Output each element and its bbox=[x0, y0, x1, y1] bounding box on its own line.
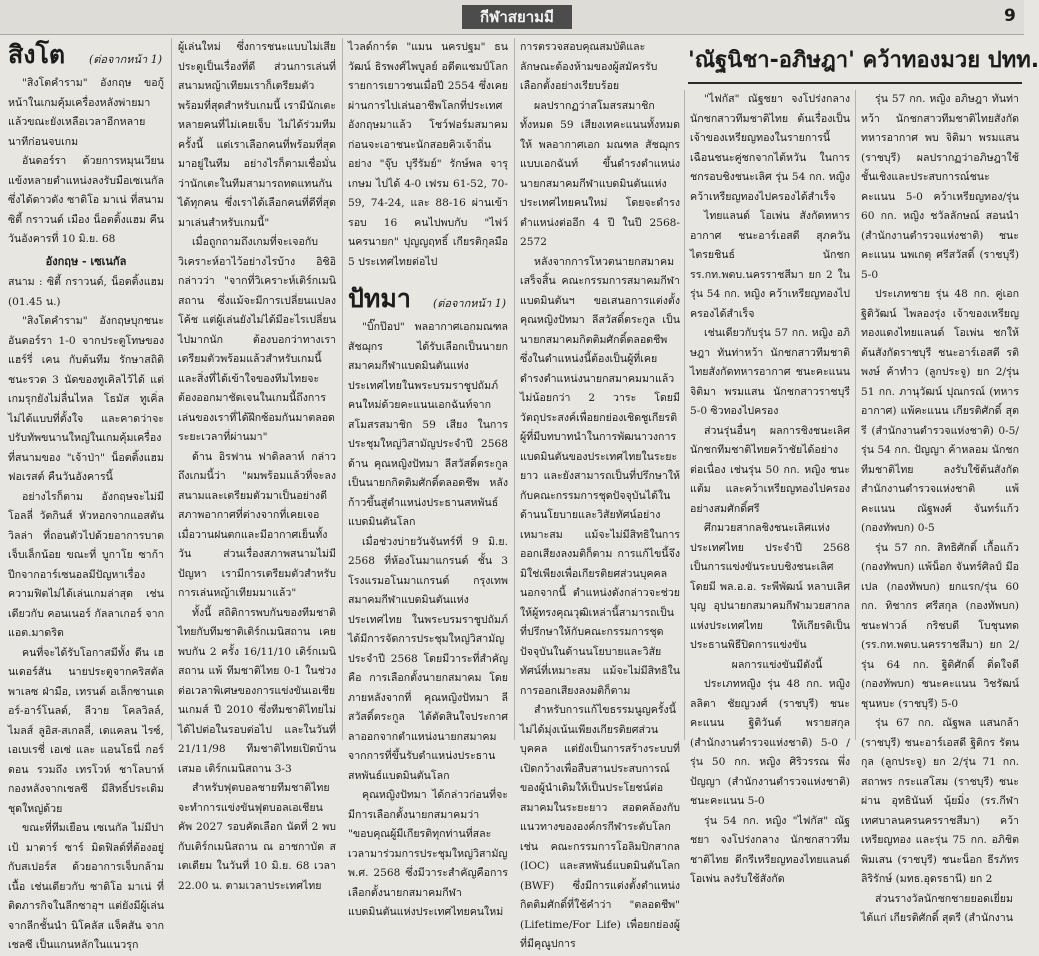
paragraph: ศึกมวยสากลชิงชนะเลิศแห่งประเทศไทย ประจำปี 2568 เป็นการแข่งขันระบบชิงชนะเลิศ โดยมี พล.อ.อ. ระพีพัฒน์ หลาบเลิศบุญ อุปนายกสมาคมกีฬามวยสากลแห่งประเทศไทย ให้เกียรติเป็นประธานพิธีปิดการแข่งขัน bbox=[690, 522, 850, 651]
paragraph: ทั้งนี้ สถิติการพบกันของทีมชาติไทยกับทีมชาติเติร์กเมนิสถาน เคยพบกัน 2 ครั้ง 16/11/10 เติร์กเมนิสถาน แพ้ ทีมชาติไทย 0-1 ในช่วงต่อเวลาพิเศษของการแข่งขันเอเชียนเกมส์ ปี 2010 ซึ่งทีมชาติไทยไม่ได้ไปต่อในรอบต่อไป และในวันที่ 21/11/98 ทีมชาติไทยเปิดบ้านเสมอ เติร์กเมนิสถาน 3-3 bbox=[178, 606, 336, 775]
paragraph: สำหรับฟุตบอลชายทีมชาติไทยจะทำการแข่งขันฟุตบอลเอเชียน คัพ 2027 รอบคัดเลือก นัดที่ 2 พบกับเติร์กเมนิสถาน ณ อาชกาบัต สเตเดียม ในวันที่ 10 มิ.ย. 68 เวลา 22.00 น. ตามเวลาประเทศไทย bbox=[178, 782, 336, 892]
paragraph: ไทยแลนด์ โอเพ่น สังกัดทหารอากาศ ชนะอาร์เอสดี สุภควัน ไตรยชินธ์ นักชก รร.กท.พตบ.นครราชสีมา ยก 2 ในรุ่น 54 กก. หญิง คว้าเหรียญทองไปครองได้สำเร็จ bbox=[690, 210, 850, 320]
column-6 bbox=[861, 90, 1019, 924]
paragraph: หลังจากการโหวตนายกสมาคมเสร็จสิ้น คณะกรรมการสมาคมกีฬาแบดมินตันฯ ขอเสนอการแต่งตั้ง คุณหญิงปัทมา ลีสวัสดิ์ตระกูล เป็นนายกสมาคมกิตติมศักดิ์ตลอดชีพ ซึ่งในตำแหน่งนี้ต้องเป็นผู้ที่เคยดำรงตำแหน่งนายกสมาคมมาแล้วไม่น้อยกว่า 2 วาระ โดยมีวัตถุประสงค์เพื่อยกย่องเชิดชูเกียรติผู้ที่มีบทบาทนำในการพัฒนาวงการแบดมินตันของประเทศไทยในระยะยาว และยังสามารถเป็นที่ปรึกษาให้กับคณะกรรมการชุดปัจจุบันได้ในด้านนโยบายและวิสัยทัศน์อย่างเหมาะสม แม้จะไม่มีสิทธิในการออกเสียงลงมติก็ตาม การแก้ไขนี้จึงมิใช่เพียงเพื่อเกียรติยศส่วนบุคคล นอกจากนี้ ตำแหน่งดังกล่าวจะช่วยให้ผู้ทรงคุณวุฒิเหล่านี้สามารถเป็นที่ปรึกษาให้กับคณะกรรมการชุดปัจจุบันในด้านนโยบายและวิสัยทัศน์ที่เหมาะสม แม้จะไม่มีสิทธิในการออกเสียงลงมติก็ตาม bbox=[520, 255, 680, 697]
paragraph: รุ่น 67 กก. ณัฐพล แสนกล้า (ราชบุรี) ชนะอาร์เอสดี ฐิติกร รัตนกุล (ลูกประจู) ยก 2/รุ่น 71 กก. สถาพร กระแสโสม (ราชบุรี) ชนะผ่าน อุทธินันท์ นุ้ยมิ่ง (รร.กีฬาเทศบาลนครนครราชสีมา) คว้าเหรียญทอง และรุ่น 75 กก. อภิชิต พิมเสน (ราชบุรี) ชนะน็อก ธีรภัทร ลิริรักษ์ (มทธ.อุดรธานี) ยก 2 bbox=[861, 717, 1019, 885]
paragraph: รุ่น 57 กก. สิทธิศักดิ์ เกื้อแก้ว (กองทัพบก) แพ้น็อก จันทร์ศิลป์ มีอเปล (กองทัพบก) ยกแรก/รุ่น 60 กก. ทิชากร ศรีสกุล (กองทัพบก) ชนะฟาวล์ กริชบดี โบชุนทด (รร.กท.พตบ.นครราชสีมา) ยก 2/รุ่น 64 กก. ฐิติศักดิ์ ติ่ดใจดี (กองทัพบก) ชนะคะแนน วิชรัฒน์ ชุนหบะ (ราชบุรี) 5-0 bbox=[861, 541, 1019, 710]
article-headline: 'ณัฐนิชา-อภิษฎา' คว้าทองมวย ปทท. bbox=[688, 48, 1039, 73]
page-number: 9 bbox=[1004, 6, 1016, 26]
masthead: กีฬาสยามมี bbox=[462, 5, 572, 29]
paragraph: การตรวจสอบคุณสมบัติและลักษณะต้องห้ามของผู้สมัครรับเลือกตั้งอย่างเรียบร้อย bbox=[520, 41, 658, 92]
column-2 bbox=[178, 38, 336, 892]
page-header bbox=[0, 0, 1024, 35]
match-subhead: อังกฤษ - เซเนกัล bbox=[45, 254, 127, 268]
column-divider bbox=[684, 90, 685, 740]
continued-note: (ต่อจากหน้า 1) bbox=[88, 53, 162, 66]
paragraph: ไวลด์การ์ด "แมน นครปฐม" ธนวัฒน์ ธิรพงศ์ไพบูลย์ อดีตแชมป์โลกรายการเยาวชนเมื่อปี 2554 ซึ่งเคยผ่านการไปเล่นอาชีพโลกที่ประเทศอังกฤษมาแล้ว โชว์ฟอร์มสมาคมก่อนจะเอาชนะนักสอยคิวเจ้าถิ่น อย่าง "จุ๊บ บุรีรัมย์" รักษ์พล จารุเกษม ไปได้ 4-0 เฟรม 61-52, 70-59, 74-24, และ 88-16 ผ่านเข้ารอบ 16 คนไปพบกับ "ไฟว์ นครนายก" ปุญญฤทธิ์ เกียรติกุลมือ 5 ประเทศไทยต่อไป bbox=[348, 41, 508, 268]
column-divider bbox=[342, 38, 343, 740]
paragraph: "สิงโตคำราม" อังกฤษ ขอกู้หน้าในเกมคุ้มเครื่องหลังพ่ายมาแล้วขณะยังเหลือเวลาอีกหลายนาทีก่อนจบเกม bbox=[8, 77, 164, 148]
section-header-pattama bbox=[348, 284, 508, 314]
paragraph: สำหรับการแก้ไขธรรมนูญครั้งนี้ไม่ได้มุ่งเน้นเพียงเกียรติยศส่วนบุคคล แต่ยังเป็นการสร้างระบบที่เปิดกว้างเพื่อสืบสานประสบการณ์ของผู้นำเดิมให้เป็นประโยชน์ต่อสมาคมในระยะยาว สอดคล้องกับแนวทางขององค์กรกีฬาระดับโลก เช่น คณะกรรมการโอลิมปิกสากล (IOC) และสหพันธ์แบดมินตันโลก (BWF) ซึ่งมีการแต่งตั้งตำแหน่งกิตติมศักดิ์ที่ใช้คำว่า "ตลอดชีพ" (Lifetime/For Life) เพื่อยกย่องผู้ที่มีคุณูปการ bbox=[520, 704, 680, 950]
column-divider bbox=[171, 38, 172, 740]
paragraph: คุณหญิงปัทมา ได้กล่าวก่อนที่จะมีการเลือกตั้งนายกสมาคมว่า "ขอบคุณผู้มีเกียรติทุกท่านที่สละเวลามาร่วมการประชุมใหญ่วิสามัญ พ.ศ. 2568 ซึ่งมีวาระสำคัญคือการเลือกตั้งนายกสมาคมกีฬาแบดมินตันแห่งประเทศไทยคนใหม่ bbox=[348, 789, 508, 918]
paragraph: รุ่น 54 กก. หญิง "ไฟกัส" ณัฐชยา จงโปร่งกลาง นักชกสาวทีมชาติไทย ดีกรีเหรียญทองไทยแลนด์ โอเพ่น ลงรับใช้สังกัด bbox=[690, 814, 850, 885]
paragraph: อย่างไรก็ตาม อังกฤษจะไม่มี โอลลี่ วัตกินส์ หัวหอกจากแอสตัน วิลล่า ที่ถอนตัวไปด้วยอาการบาดเจ็บเล็กน้อย ขณะที่ บูกาโย ซาก้า ปีกจากอาร์เซนอลมีปัญหาเรื่องความฟิตไม่ได้เล่นเกมล่าสุด เช่นเดียวกับ คอนเนอร์ กัลลาเกอร์ จากแอต.มาดริด bbox=[8, 490, 164, 639]
column-divider bbox=[514, 38, 515, 740]
paragraph: ส่วนรุ่นอื่นๆ ผลการชิงชนะเลิศ นักชกทีมชาติไทยคว้าชัยได้อย่างต่อเนื่อง เช่นรุ่น 50 กก. หญิง ชนะแต้ม และคว้าเหรียญทองไปครองอย่างสมศักดิ์ศรี bbox=[690, 424, 850, 515]
headline-underline bbox=[688, 82, 1022, 84]
paragraph: รุ่น 57 กก. หญิง อภิษฎา ทันท่าหว้า นักชกสาวทีมชาติไทยสังกัดทหารอากาศ พบ จิติมา พรมแสน (ราชบุรี) ผลปรากฏว่าอภิษฎาใช้ชั้นเชิงและประสบการณ์ชนะคะแนน 5-0 คว้าเหรียญทอง/รุ่น 60 กก. หญิง ชวัลลักษณ์ สอนนำ (สำนักงานตำรวจแห่งชาติ) ชนะคะแนน นพเกตุ ศรีสวัสดิ์ (ราชบุรี) 5-0 bbox=[861, 93, 1019, 281]
paragraph: คนที่จะได้รับโอกาสมีทั้ง ดีน เฮนเดอร์สัน นายประตูจากคริสตัล พาเลซ ฝ่ามือ, เทรนต์ อเล็กซานเดอร์-อาร์โนลด์, ลีวาย โคลวิลล์, ไมลส์ ลูอิส-สเกลลี่, เดแคลน ไรซ์, เอเบเรชี่ เอเซ่ และ แอนโธนี่ กอร์ดอน รวมถึง เทรโวห์ ชาโลบาห์ กองหลังจากเชลซี มีสิทธิ์ประเดิมชุดใหญ่ด้วย bbox=[8, 646, 164, 815]
paragraph: ด้าน อิรฟาน ฟาดิลลาห์ กล่าวถึงเกมนี้ว่า "ผมพร้อมแล้วที่จะลงสนามและเตรียมตัวมาเป็นอย่างดี สภาพอากาศที่ต่างจากที่เคยเจอ เมื่อวานฝนตกและมีอากาศเย็นทั้งวัน ส่วนเรื่องสภาพสนามไม่มีปัญหา เรามีการเตรียมตัวสำหรับการเล่นหญ้าเทียมมาแล้ว" bbox=[178, 450, 336, 599]
paragraph: เช่นเดียวกับรุ่น 57 กก. หญิง อภิษฎา ทันท่าหว้า นักชกสาวทีมชาติไทยสังกัดทหารอากาศ ชนะคะแนน จิติมา พรมแสน นักชกสาวราชบุรี 5-0 ซิวทองไปครอง bbox=[690, 327, 850, 417]
paragraph: ผู้เล่นใหม่ ซึ่งการชนะแบบไม่เสียประตูเป็นเรื่องที่ดี ส่วนการเล่นที่สนามหญ้าเทียมเราก็เตรียมตัวพร้อมที่สุดสำหรับเกมนี้ เรามีนักเตะหลายคนที่ไม่เคยเจ็บ ไม่ได้ร่วมทีมครั้งนี้ แต่เราเลือกคนที่พร้อมที่สุดมาอยู่ในทีม อย่างไรก็ตามเชื่อมั่นว่านักเตะในทีมสามารถทดแทนกันได้ทุกคน ซึ่งเราได้เลือกคนที่ดีที่สุดมาเล่นสำหรับเกมนี้" bbox=[178, 41, 336, 229]
column-3 bbox=[348, 38, 508, 918]
paragraph: เมื่อถูกถามถึงเกมที่จะเจอกับวิเคราะห์อาไว้อย่างไรบ้าง อิชิอิ กล่าวว่า "จากที่วิเคราะห์เติร์กเมนิสถาน ซึ่งแม้จะมีการเปลี่ยนแปลงโค้ช แต่ผู้เล่นยังไม่ได้มีอะไรเปลี่ยนไปมากนัก ต้องบอกว่าทางเราเตรียมตัวพร้อมแล้วสำหรับเกมนี้ และสิ่งที่ได้เข้าใจของทีมไทยจะต้องออกมาชัดเจนในเกมนี้ถึงการเล่นของเราที่ได้ฝึกซ้อมกันมาตลอดระยะเวลาที่ผ่านมา" bbox=[178, 236, 336, 443]
column-5 bbox=[690, 90, 850, 885]
venue-line: สนาม : ซิตี้ กราวนด์, น็อตติ้งแฮม (01.45 น.) bbox=[8, 276, 164, 308]
paragraph: ประเภทชาย รุ่น 48 กก. คู่เอกฐิติวัฒน์ ไพลองรุ่ง เจ้าของเหรียญทองแดงไทยแลนด์ โอเพ่น ชกให้ต้นสังกัดราชบุรี ชนะอาร์เอสดี รติพงษ์ ค้าทำว (ลูกประจู) ยก 2/รุ่น 51 กก. ภานุวัฒน์ ปุณกรณ์ (ทหารอากาศ) แพ้คะแนน เกียรติศักดิ์ สุตรี (สำนักงานตำรวจแห่งชาติ) 0-5/รุ่น 54 กก. ปัญญา ค้าหลอม นักชกทีมชาติไทย ลงรับใช้ต้นสังกัดสำนักงานตำรวจแห่งชาติ แพ้คะแนน ณัฐพงศ์ จันทร์แก้ว (กองทัพบก) 0-5 bbox=[861, 288, 1019, 534]
continued-note: (ต่อจากหน้า 1) bbox=[432, 297, 506, 310]
section-title: ปัทมา bbox=[348, 284, 411, 313]
section-title: สิงโต bbox=[8, 40, 66, 69]
column-1 bbox=[8, 38, 164, 951]
paragraph: ขณะที่ทีมเยือน เซเนกัล ไม่มีปาเป้ มาตาร์ ซาร์ มิดฟิลด์ที่ต้องอยู่กับสเปอร์ส ด้วยอาการเจ็บกล้ามเนื้อ เช่นเดียวกับ ซาดิโอ มาเน่ ที่ติดภารกิจในลีกซาอุฯ แต่ยังมีผู้เล่นจากลีกชั้นนำ นิโคลัส แจ็คสัน จากเชลซี เป็นแกนหลักในแนวรุก bbox=[8, 822, 164, 951]
paragraph: ผลปรากฏว่าสโมสรสมาชิกทั้งหมด 59 เสียงเทคะแนนทั้งหมดให้ พลอากาศเอก มณฑล สัชฌุกร แบบเอกฉันท์ ขึ้นดำรงตำแหน่งนายกสมาคมกีฬาแบดมินตันแห่งประเทศไทยคนใหม่ โดยจะดำรงตำแหน่งต่ออีก 4 ปี ในปี 2568-2572 bbox=[520, 99, 680, 248]
paragraph: "สิงโตคำราม" อังกฤษบุกชนะอันดอร์รา 1-0 จากประตูโทษของ แฮร์รี่ เคน กับต้นทีม รักษาสถิติชนะรวด 3 นัดของทูเคิลไว้ได้ แต่เกมรุกยังไม่ลื่นไหล โธมัส ทูเคิ่ล ไม่ได้แบบที่ตั้งใจ และคาดว่าจะปรับทัพขนานใหญ่ในเกมคุ้มเครื่องที่สนามของ "เจ้าป่า" น็อตติ้งแฮม ฟอเรสต์ คืนวันอังคารนี้ bbox=[8, 315, 164, 483]
paragraph: ส่วนรางวัลนักชกชายยอดเยี่ยม ได้แก่ เกียรติศักดิ์ สุตรี (สำนักงาน bbox=[861, 892, 1013, 924]
section-header-singto bbox=[8, 40, 164, 70]
paragraph: "บิ๊กป๊อป" พลอากาศเอกมณฑล สัชฌุกร ได้รับเลือกเป็นนายกสมาคมกีฬาแบดมินตันแห่งประเทศไทยในพระบรมราชูปถัมภ์ คนใหม่ด้วยคะแนนเอกฉันท์จากสโมสรสมาชิก 59 เสียง ในการประชุมใหญ่วิสามัญประจำปี 2568 ด้าน คุณหญิงปัทมา ลีสวัสดิ์ตระกูล เป็นนายกกิตติมศักดิ์ตลอดชีพ หลังก้าวขึ้นสู่ตำแหน่งประธานสหพันธ์แบดมินตันโลก bbox=[348, 321, 508, 528]
paragraph: ผลการแข่งขันมีดังนี้ bbox=[731, 658, 823, 671]
column-divider bbox=[855, 90, 856, 740]
column-4 bbox=[520, 38, 680, 950]
paragraph: "ไฟกัส" ณัฐชยา จงโปร่งกลาง นักชกสาวทีมชาติไทย ต้นเรื่องเป็นเจ้าของเหรียญทองในรายการนี้ เฉือนชนะคู่ชกจากไต้หวัน ในการชกรอบชิงชนะเลิศ รุ่น 54 กก. หญิง คว้าเหรียญทองไปครองได้สำเร็จ bbox=[690, 93, 850, 203]
paragraph: เมื่อช่วงบ่ายวันจันทร์ที่ 9 มิ.ย. 2568 ที่ห้องโนมาแกรนด์ ชั้น 3 โรงแรมอโนมาแกรนด์ กรุงเทพ สมาคมกีฬาแบดมินตันแห่งประเทศไทย ในพระบรมราชูปถัมภ์ ได้มีการจัดการประชุมใหญ่วิสามัญประจำปี 2568 โดยมีวาระที่สำคัญคือ การเลือกตั้งนายกสมาคม โดยภายหลังจากที่ คุณหญิงปัทมา ลีสวัสดิ์ตระกูล ได้ตัดสินใจประกาศลาออกจากตำแหน่งนายกสมาคมจากการที่ขึ้นรับตำแหน่งประธานสหพันธ์แบดมินตันโลก bbox=[348, 535, 508, 782]
paragraph: ประเภทหญิง รุ่น 48 กก. หญิง ลลิตา ชัยญวงศ์ (ราชบุรี) ชนะคะแนน ฐิติวันต์ พรายสกุล (สำนักงานตำรวจแห่งชาติ) 5-0 / รุ่น 50 กก. หญิง ศิริวรรณ พึ่งปัญญา (สำนักงานตำรวจแห่งชาติ) ชนะคะแนน 5-0 bbox=[690, 678, 850, 807]
paragraph: อันดอร์รา ด้วยการหมุนเวียนแข้งหลายตำแหน่งลงรับมือเซเนกัล ซึ่งได้ดาวดัง ซาดิโอ มาเน่ ที่สนามซิตี้ กราวนด์ เมือง น็อตติ้งแฮม คืนวันอังคารที่ 10 มิ.ย. 68 bbox=[8, 155, 164, 245]
